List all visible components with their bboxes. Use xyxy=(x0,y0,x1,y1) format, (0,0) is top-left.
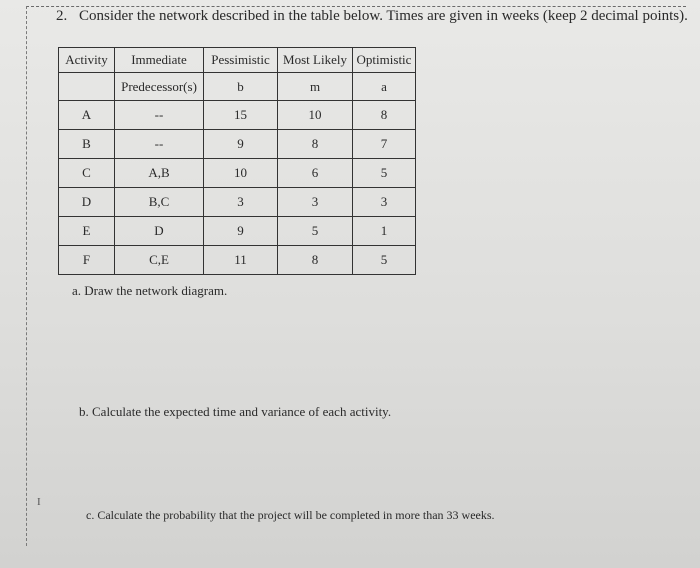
cell-predecessor: -- xyxy=(115,101,204,130)
header-optimistic: Optimistic xyxy=(353,48,416,73)
cell-predecessor: D xyxy=(115,217,204,246)
cell-pessimistic: 15 xyxy=(204,101,278,130)
cell-predecessor: -- xyxy=(115,130,204,159)
page-border-left xyxy=(26,6,27,546)
cell-optimistic: 8 xyxy=(353,101,416,130)
table-header-row xyxy=(59,48,416,73)
part-a-text: a. Draw the network diagram. xyxy=(72,283,228,298)
cell-pessimistic: 10 xyxy=(204,159,278,188)
header-pessimistic: Pessimistic xyxy=(204,48,278,73)
cell-most-likely: 5 xyxy=(278,217,353,246)
cell-most-likely: 8 xyxy=(278,246,353,275)
cell-optimistic: 1 xyxy=(353,217,416,246)
header-predecessors: Predecessor(s) xyxy=(115,73,204,101)
cell-predecessor: C,E xyxy=(115,246,204,275)
activity-table xyxy=(58,47,416,275)
cell-most-likely: 3 xyxy=(278,188,353,217)
cell-predecessor: A,B xyxy=(115,159,204,188)
header-immediate: Immediate xyxy=(115,48,204,73)
cell-activity: C xyxy=(59,159,115,188)
cell-predecessor: B,C xyxy=(115,188,204,217)
part-c-text: c. Calculate the probability that the project will be completed in more than 33 weeks. xyxy=(86,508,495,522)
table-row xyxy=(59,159,416,188)
cell-pessimistic: 3 xyxy=(204,188,278,217)
cell-optimistic: 3 xyxy=(353,188,416,217)
subheader-blank xyxy=(59,73,115,101)
question-number: 2. xyxy=(56,8,68,24)
cell-pessimistic: 11 xyxy=(204,246,278,275)
cell-activity: E xyxy=(59,217,115,246)
cell-most-likely: 10 xyxy=(278,101,353,130)
cell-most-likely: 8 xyxy=(278,130,353,159)
header-m: m xyxy=(278,73,353,101)
table-row xyxy=(59,101,416,130)
cell-pessimistic: 9 xyxy=(204,130,278,159)
cell-most-likely: 6 xyxy=(278,159,353,188)
text-cursor-icon: I xyxy=(37,496,41,508)
cell-activity: F xyxy=(59,246,115,275)
header-most-likely: Most Likely xyxy=(278,48,353,73)
cell-pessimistic: 9 xyxy=(204,217,278,246)
page-border-top xyxy=(26,6,686,7)
header-b: b xyxy=(204,73,278,101)
table-row xyxy=(59,246,416,275)
table-row xyxy=(59,130,416,159)
cell-optimistic: 5 xyxy=(353,159,416,188)
table-row xyxy=(59,188,416,217)
table-subheader-row xyxy=(59,73,416,101)
cell-activity: A xyxy=(59,101,115,130)
header-a: a xyxy=(353,73,416,101)
header-activity: Activity xyxy=(59,48,115,73)
table-row xyxy=(59,217,416,246)
cell-optimistic: 7 xyxy=(353,130,416,159)
cell-activity: D xyxy=(59,188,115,217)
question-text: Consider the network described in the table below. Times are given in weeks (keep 2 decimal points). xyxy=(79,8,688,24)
part-b-text: b. Calculate the expected time and variance of each activity. xyxy=(79,404,392,419)
cell-optimistic: 5 xyxy=(353,246,416,275)
cell-activity: B xyxy=(59,130,115,159)
